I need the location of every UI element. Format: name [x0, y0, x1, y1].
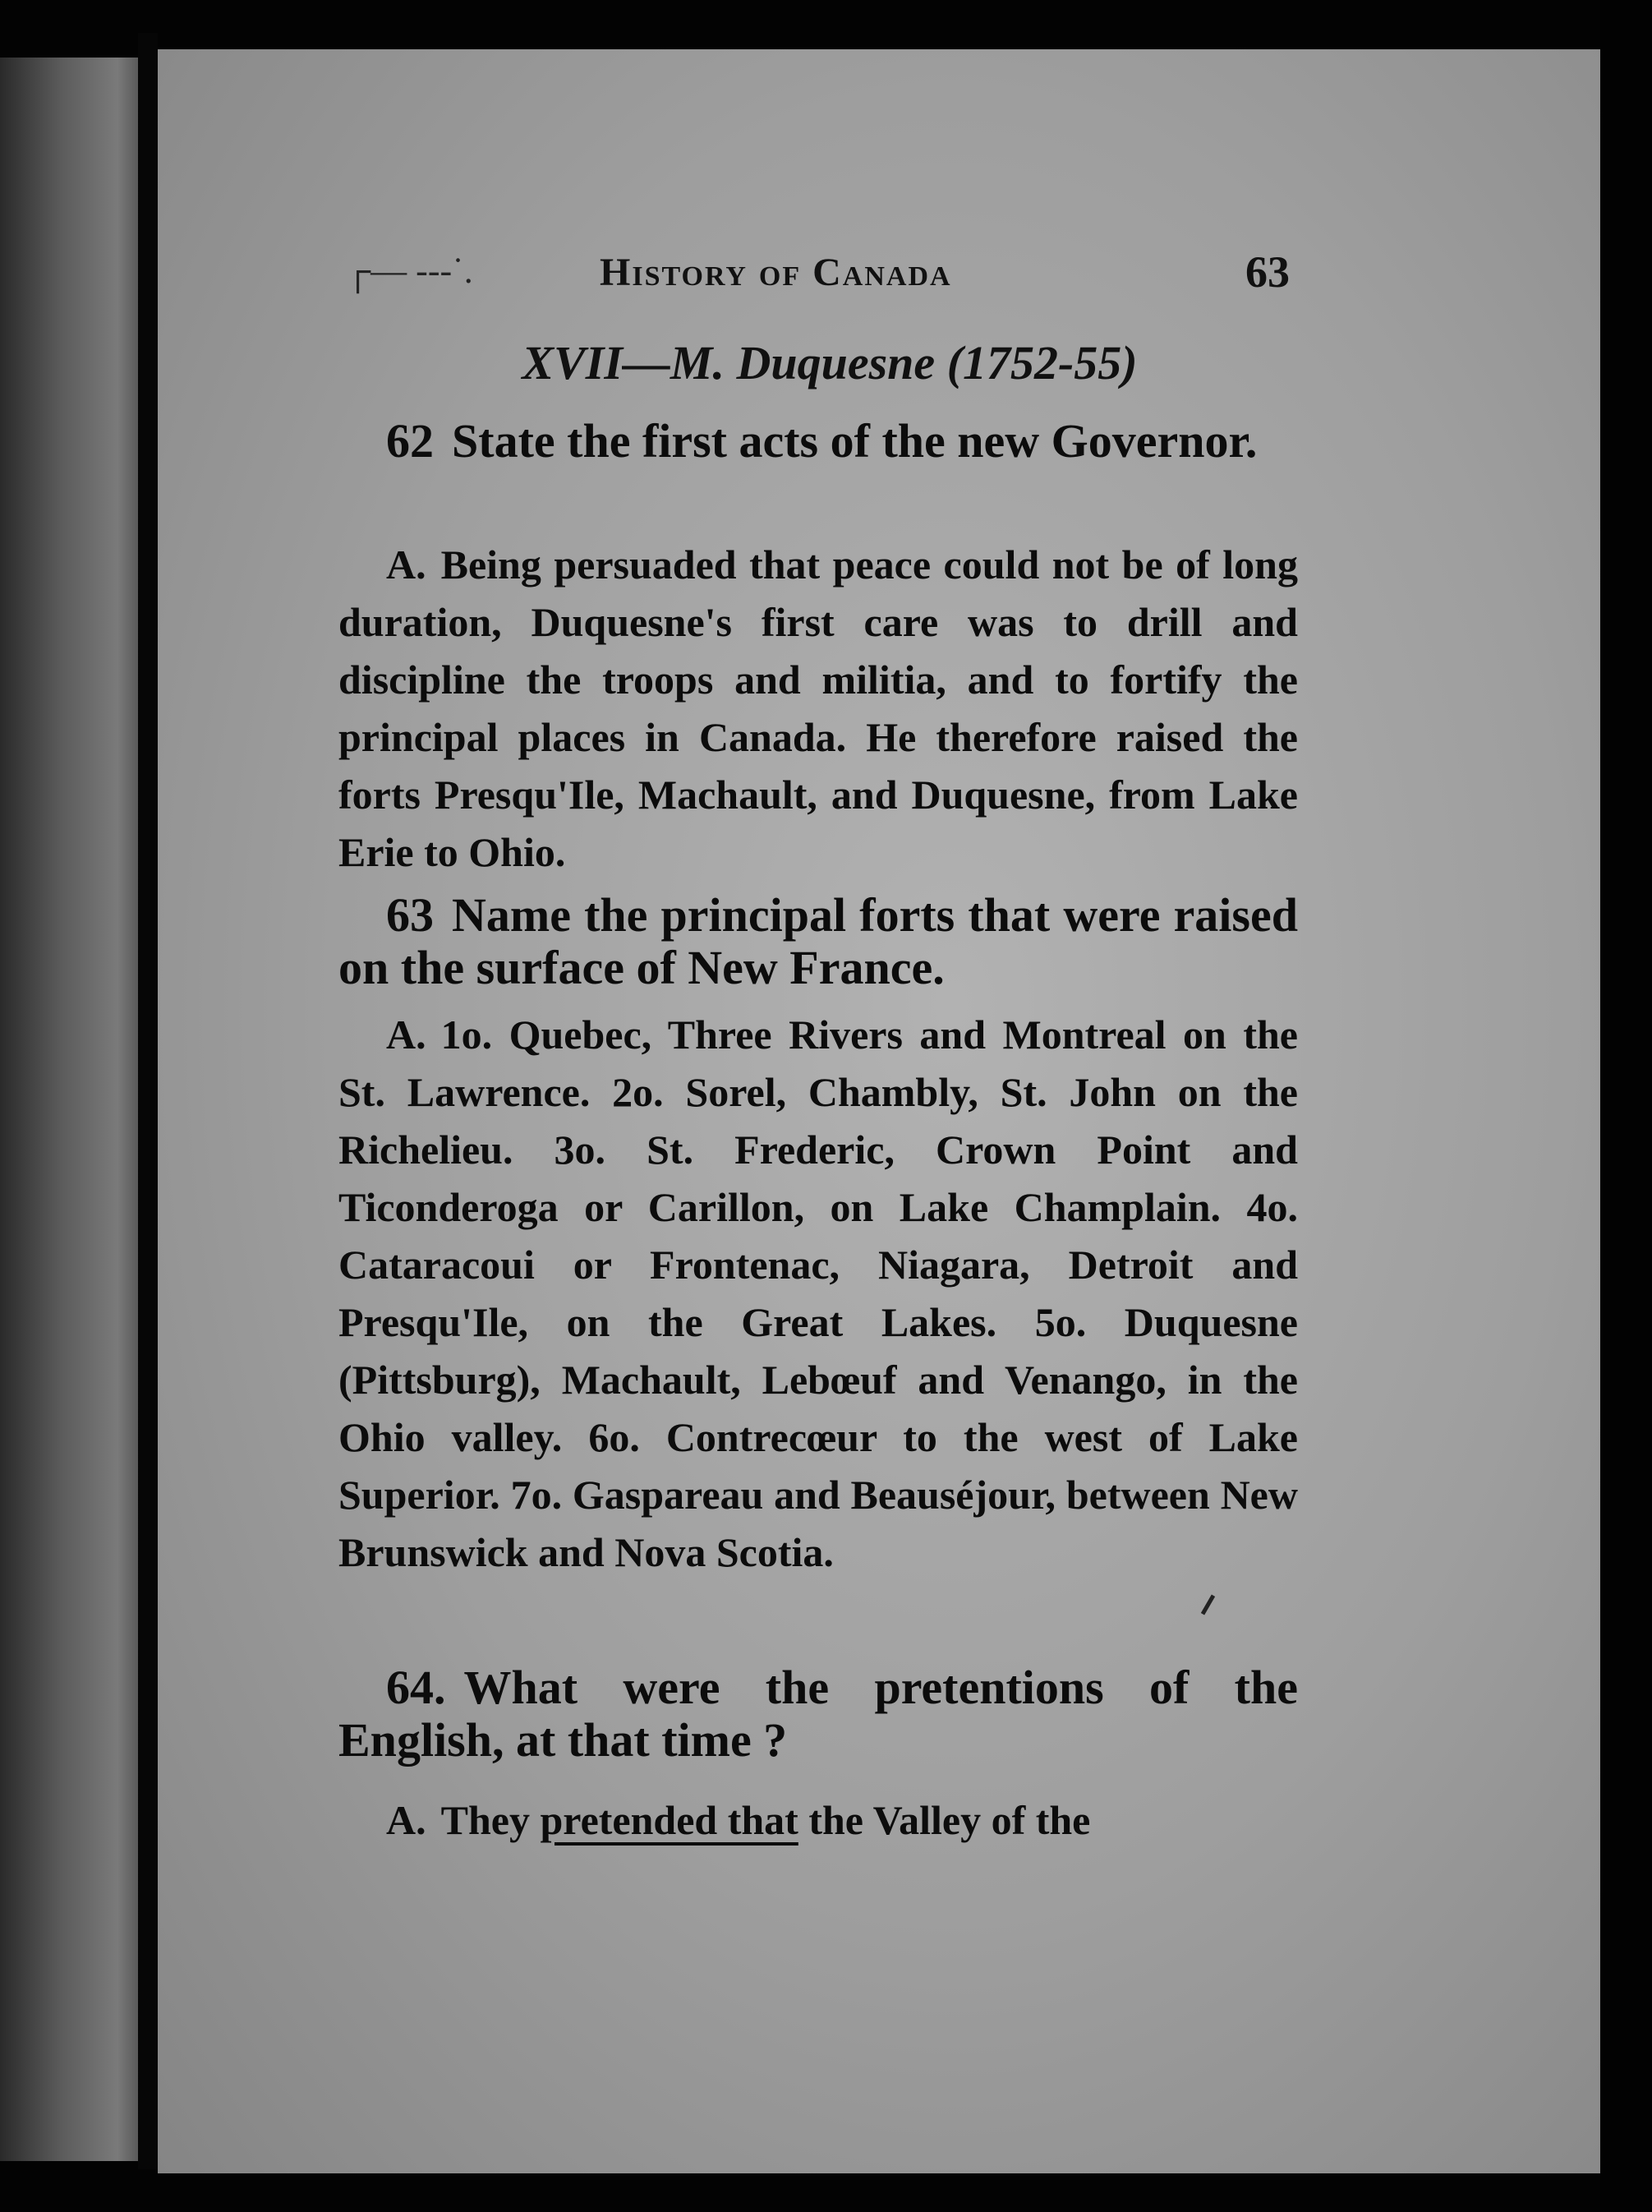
answer-text: Being persuaded that peace could not be of long duration, Duquesne's first care was to drill and discipline the troops and militia, and to fortify the principal places in Canada. He therefore raised the forts Presqu'Ile, Machault, and Duquesne, from Lake Erie to Ohio. [338, 541, 1298, 875]
question-text: Name the principal forts that were raised on the surface of New France. [338, 888, 1298, 994]
header-smudge: ┌— ‐‐‐˙. [345, 251, 473, 291]
right-border [1600, 0, 1652, 2212]
question-number: 64. [386, 1661, 446, 1714]
question-63 [338, 889, 1298, 994]
underlined-phrase: pretended that [540, 1797, 798, 1843]
chapter-heading: XVII—M. Duquesne (1752-55) [522, 336, 1138, 389]
answer-label: A. [386, 1797, 426, 1843]
answer-text-end: the Valley of the [808, 1797, 1091, 1843]
answer-63 [338, 1006, 1298, 1581]
question-64 [338, 1661, 1298, 1767]
answer-label: A. [386, 1012, 426, 1058]
question-number: 62 [386, 414, 434, 468]
question-62 [338, 415, 1298, 468]
answer-62 [338, 536, 1298, 881]
question-text: State the first acts of the new Governor. [452, 414, 1258, 468]
answer-label: A. [386, 541, 426, 588]
answer-64 [338, 1791, 1298, 1849]
running-title: History of Canada [600, 251, 952, 294]
question-text: What were the pretentions of the English, at that time ? [338, 1661, 1298, 1767]
binding-shadow [138, 33, 158, 2169]
previous-page-edge [0, 58, 138, 2161]
answer-text-start: They [440, 1797, 530, 1843]
question-number: 63 [386, 888, 434, 942]
page-number: 63 [1245, 247, 1290, 297]
answer-text: 1o. Quebec, Three Rivers and Montreal on the St. Lawrence. 2o. Sorel, Chambly, St. John on the Richelieu. 3o. St. Frederic, Crown Point and Ticonderoga or Carillon, on Lake Champlain. 4o. Cataracoui or Frontenac, Niagara, Detroit and Presqu'Ile, on the Great Lakes. 5o. Duquesne (Pittsburg), Machault, Lebœuf and Venango, in the Ohio valley. 6o. Contrecœur to the west of Lake Superior. 7o. Gaspareau and Beauséjour, between New Brunswick and Nova Scotia. [338, 1012, 1298, 1575]
running-header [345, 247, 1290, 304]
